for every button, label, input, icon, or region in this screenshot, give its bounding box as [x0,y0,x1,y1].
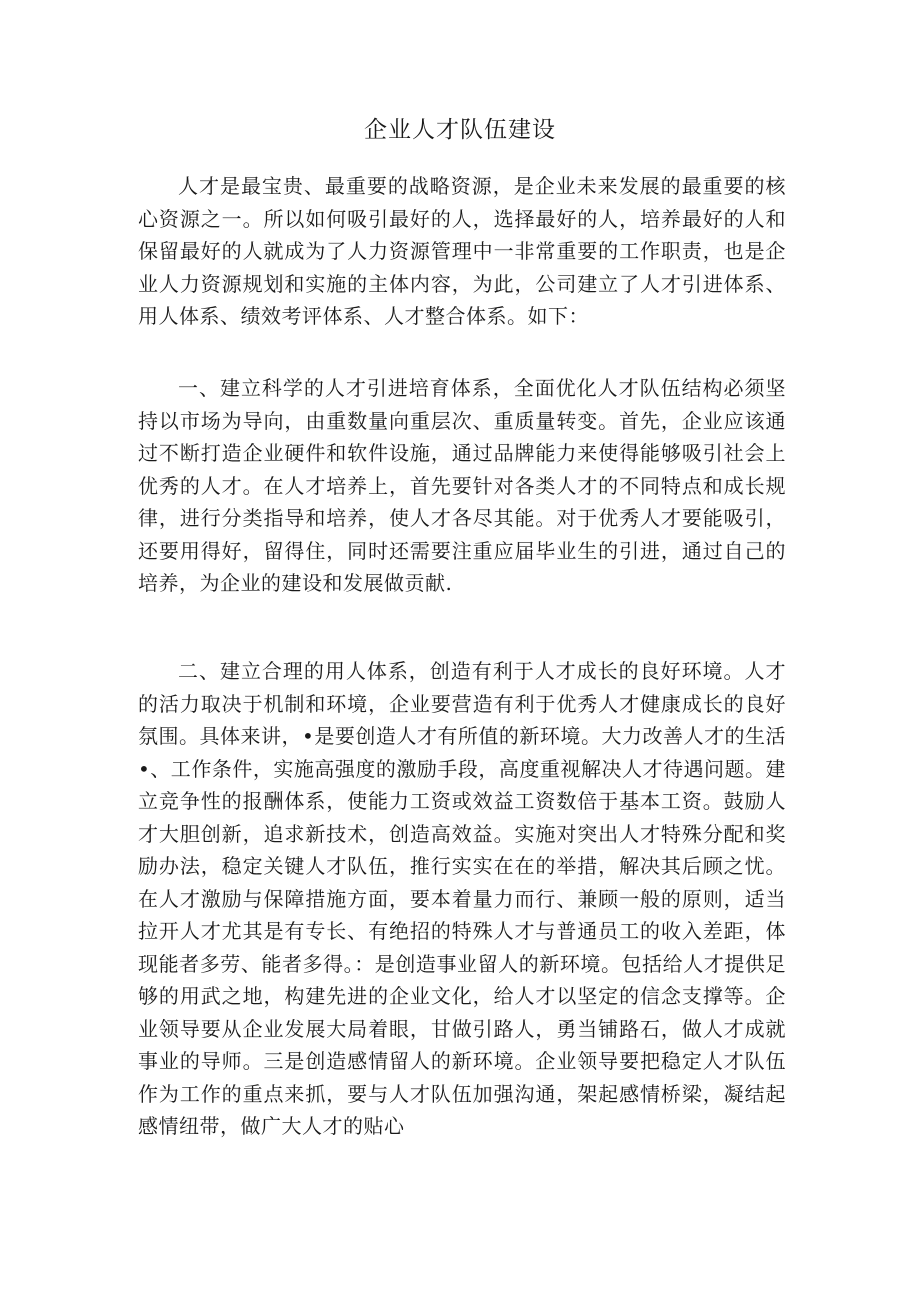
paragraph-section-two: 二、建立合理的用人体系，创造有利于人才成长的良好环境。人才的活力取决于机制和环境，企业要营造有利于优秀人才健康成长的良好氛围。具体来讲，•是要创造人才有所值的新环境。大力改善人才的生活•、工作条件，实施高强度的激励手段，高度重视解决人才待遇问题。建立竞争性的报酬体系，使能力工资或效益工资数倍于基本工资。鼓励人才大胆创新，追求新技术，创造高效益。实施对突出人才特殊分配和奖励办法，稳定关键人才队伍，推行实实在在的举措，解决其后顾之忧。在人才激励与保障措施方面，要本着量力而行、兼顾一般的原则，适当拉开人才尤其是有专长、有绝招的特殊人才与普通员工的收入差距，体现能者多劳、能者多得。：是创造事业留人的新环境。包括给人才提供足够的用武之地，构建先进的企业文化，给人才以坚定的信念支撑等。企业领导要从企业发展大局着眼，甘做引路人，勇当铺路石，做人才成就事业的导师。三是创造感情留人的新环境。企业领导要把稳定人才队伍作为工作的重点来抓，要与人才队伍加强沟通，架起感情桥梁，凝结起感情纽带，做广大人才的贴心 [138,659,786,1138]
paragraph-section-one: 一、建立科学的人才引进培育体系，全面优化人才队伍结构必须坚持以市场为导向，由重数量向重层次、重质量转变。首先，企业应该通过不断打造企业硬件和软件设施，通过品牌能力来使得能够吸引社会上优秀的人才。在人才培养上，首先要针对各类人才的不同特点和成长规律，进行分类指导和培养，使人才各尽其能。对于优秀人才要能吸引，还要用得好，留得住，同时还需要注重应届毕业生的引进，通过自己的培养，为企业的建设和发展做贡献. [138,376,786,595]
paragraph-intro: 人才是最宝贵、最重要的战略资源，是企业未来发展的最重要的核心资源之一。所以如何吸引最好的人，选择最好的人，培养最好的人和保留最好的人就成为了人力资源管理中一非常重要的工作职责，也是企业人力资源规划和实施的主体内容，为此，公司建立了人才引进体系、用人体系、绩效考评体系、人才整合体系。如下： [138,174,786,328]
document-title: 企业人才队伍建设 [364,117,556,143]
